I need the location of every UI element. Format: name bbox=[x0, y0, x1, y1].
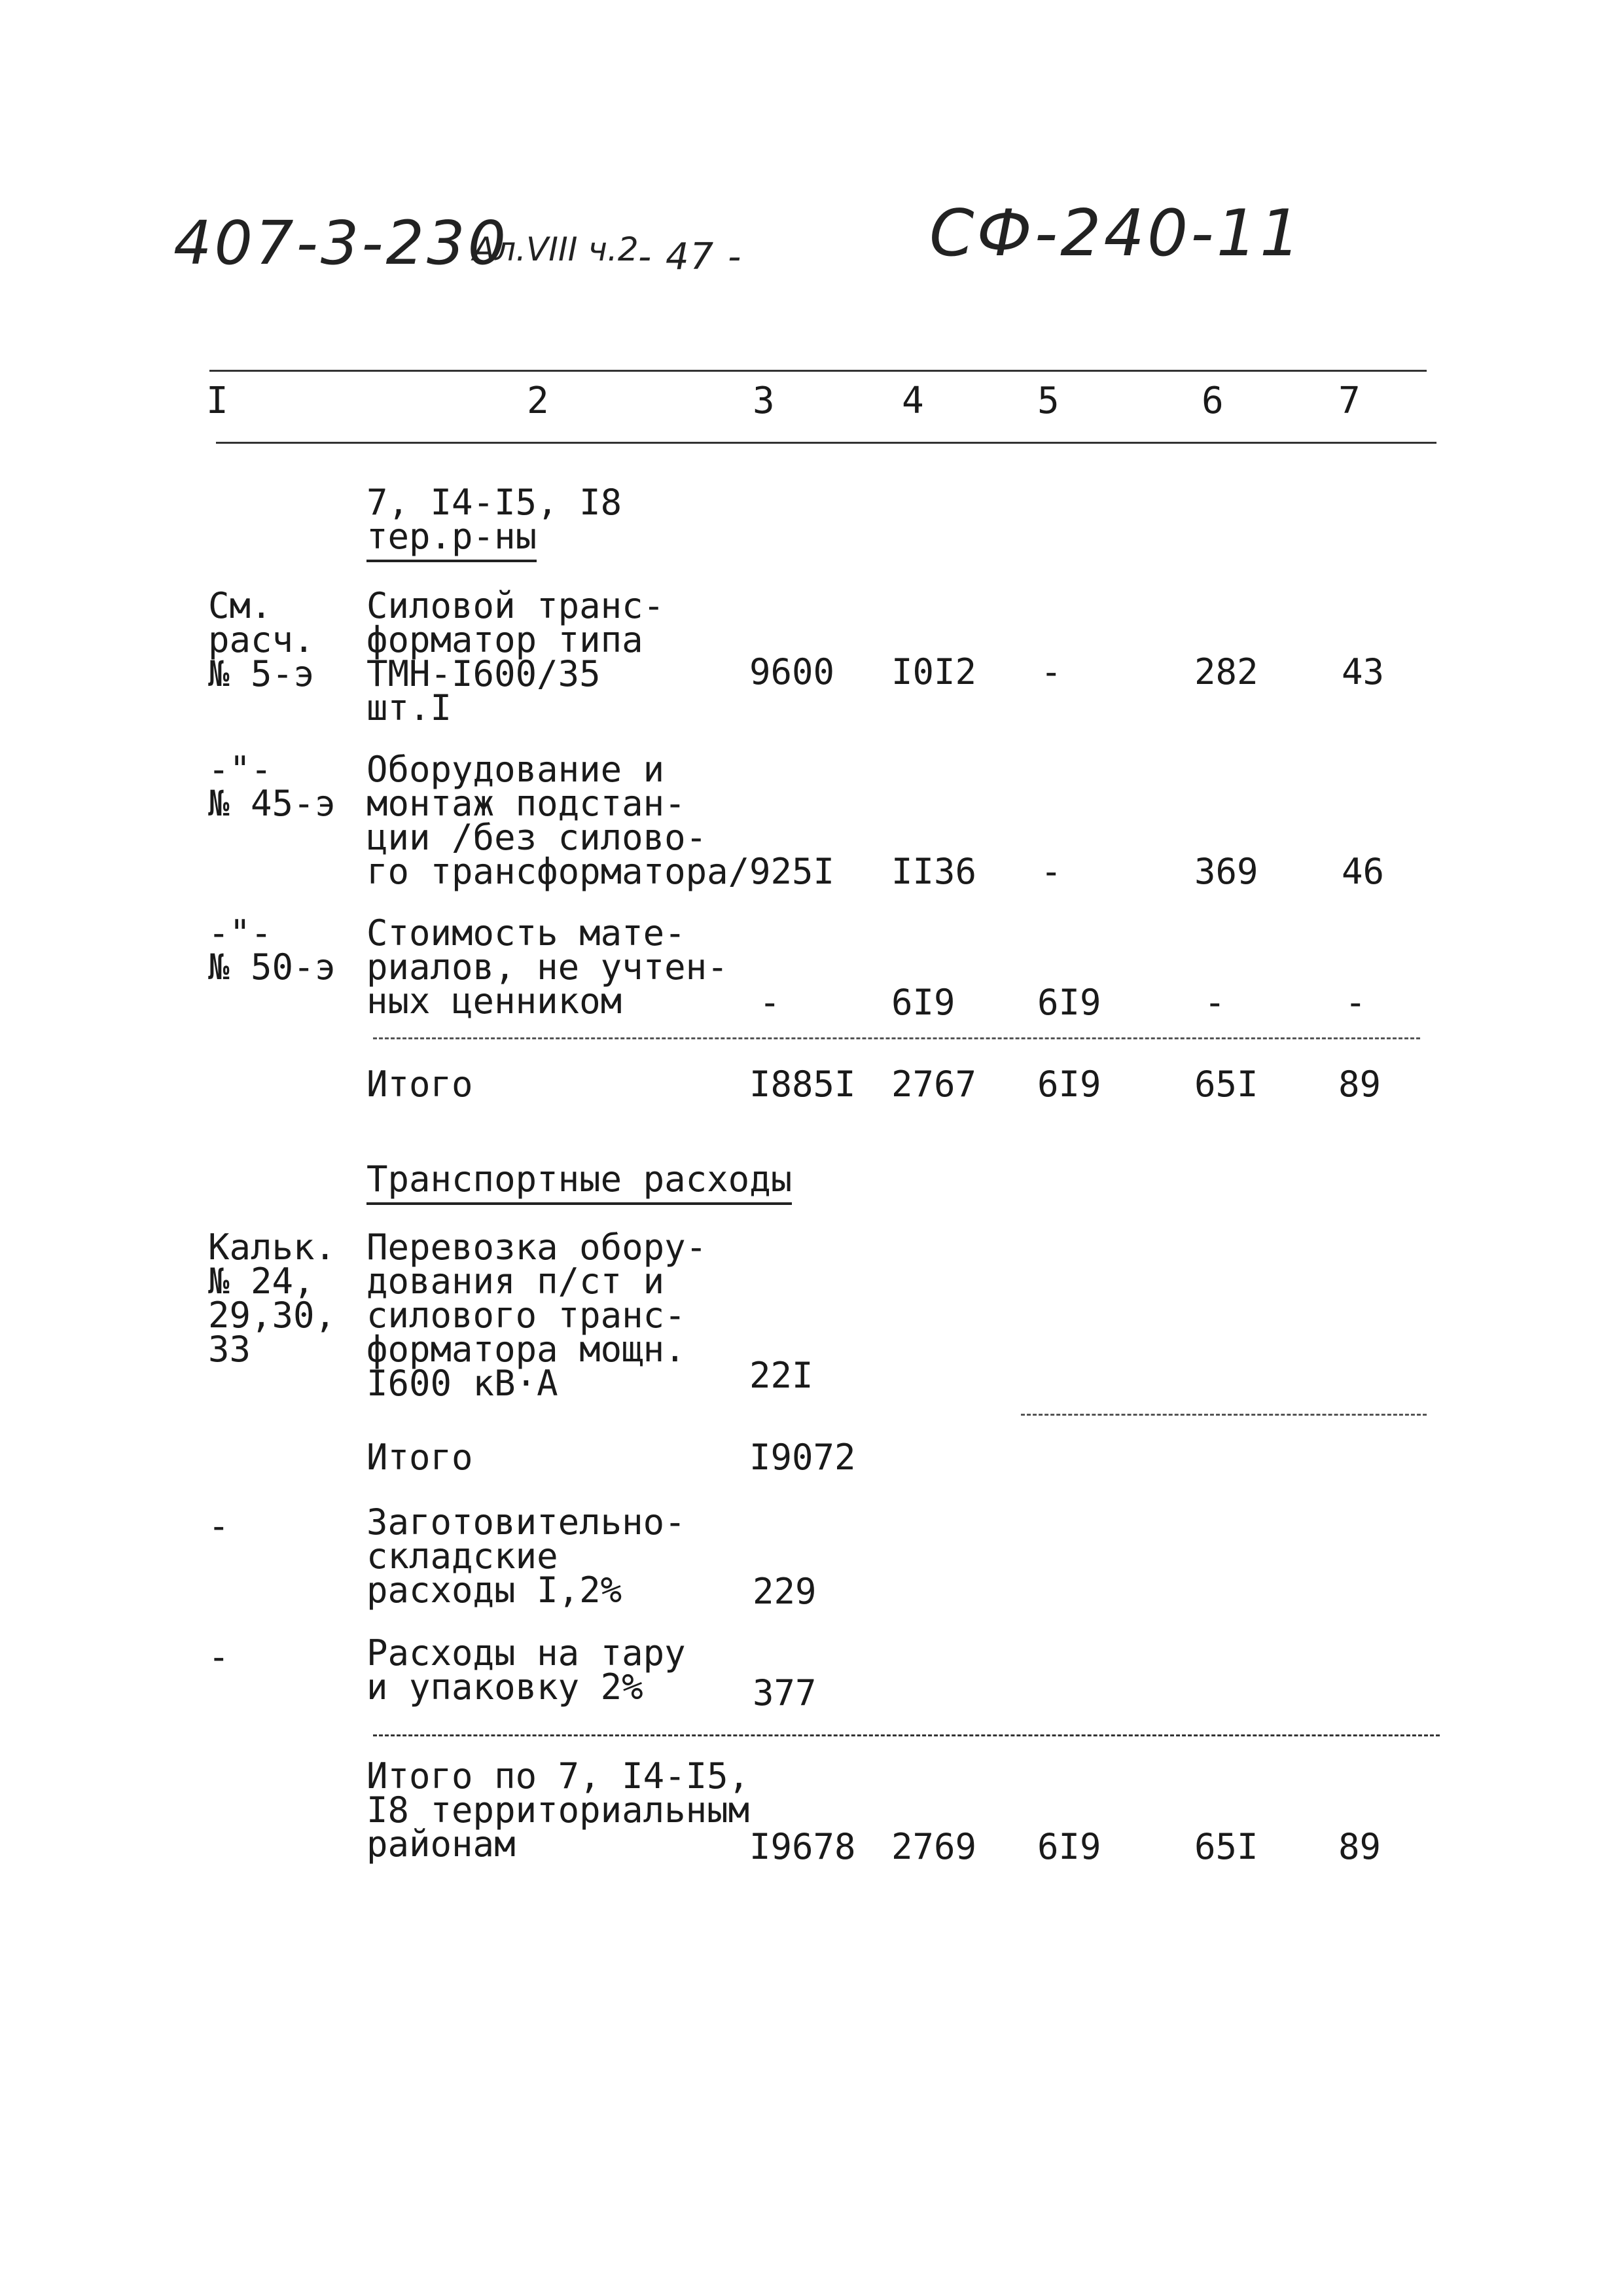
table-row-name: Стоимость мате- риалов, не учтен- ных ценником bbox=[366, 912, 728, 1022]
table-cell: 229 bbox=[753, 1571, 817, 1612]
album-ref: Ал.VIII ч.2 bbox=[473, 230, 639, 268]
table-row-ref: -"- № 50-э bbox=[208, 912, 336, 988]
table-cell: I9678 bbox=[749, 1826, 856, 1867]
subtotal-label: Итого bbox=[366, 1437, 473, 1478]
table-cell: 2767 bbox=[891, 1064, 977, 1105]
col-header-6: 6 bbox=[1202, 380, 1224, 422]
doc-number: 407-3-230 bbox=[173, 208, 509, 278]
col-header-2: 2 bbox=[527, 380, 549, 422]
section-heading-line-1: 7, I4-I5, I8 bbox=[366, 482, 622, 523]
table-cell: 65I bbox=[1194, 1826, 1258, 1867]
table-row-ref: - bbox=[208, 1636, 230, 1677]
table-cell: 9600 bbox=[749, 651, 835, 692]
table-cell: I9072 bbox=[749, 1437, 856, 1478]
table-cell: 2769 bbox=[891, 1826, 977, 1867]
col-header-7: 7 bbox=[1338, 380, 1361, 422]
table-cell: 65I bbox=[1194, 1064, 1258, 1105]
total-rule bbox=[373, 1734, 1440, 1736]
table-cell: I885I bbox=[749, 1064, 856, 1105]
table-cell: - bbox=[1041, 651, 1062, 692]
table-cell: 89 bbox=[1338, 1826, 1382, 1867]
table-row-ref: - bbox=[208, 1505, 230, 1547]
subtotal-label: Итого bbox=[366, 1064, 473, 1105]
table-cell: 6I9 bbox=[1037, 982, 1101, 1023]
table-cell: - bbox=[1041, 851, 1062, 892]
table-cell: - bbox=[759, 982, 781, 1023]
table-row-name: Оборудование и монтаж подстан- ции /без силово- го трансформатора/ bbox=[366, 749, 750, 892]
table-cell: 6I9 bbox=[891, 982, 955, 1023]
table-cell: II36 bbox=[891, 851, 977, 892]
table-row-ref: -"- № 45-э bbox=[208, 749, 336, 824]
col-header-3: 3 bbox=[753, 380, 775, 422]
table-row-name: Силовой транс- форматор типа ТМН-I600/35 шт.I bbox=[366, 585, 665, 728]
table-top-rule bbox=[209, 370, 1427, 372]
table-cell: 22I bbox=[749, 1355, 813, 1396]
table-cell: 6I9 bbox=[1037, 1064, 1101, 1105]
col-header-5: 5 bbox=[1037, 380, 1060, 422]
table-cell: - bbox=[1204, 982, 1226, 1023]
table-cell: 89 bbox=[1338, 1064, 1382, 1105]
section-heading-line-2: тер.р-ны bbox=[366, 520, 622, 554]
header-bottom-rule bbox=[216, 442, 1436, 444]
table-cell: I0I2 bbox=[891, 651, 977, 692]
table-cell: 43 bbox=[1342, 651, 1385, 692]
transport-heading: Транспортные расходы bbox=[366, 1158, 792, 1200]
sheet-code: СФ-240-11 bbox=[929, 196, 1304, 271]
total-label: Итого по 7, I4-I5, I8 территориальным районам bbox=[366, 1755, 750, 1865]
table-row-ref: Кальк. № 24, 29,30, 33 bbox=[208, 1227, 336, 1370]
table-cell: - bbox=[1345, 982, 1366, 1023]
table-cell: 282 bbox=[1194, 651, 1258, 692]
col-header-1: I bbox=[206, 380, 228, 422]
page-number: - 47 - bbox=[638, 236, 743, 278]
subtotal-rule bbox=[373, 1037, 1420, 1039]
table-cell: 6I9 bbox=[1037, 1826, 1101, 1867]
col-header-4: 4 bbox=[902, 380, 924, 422]
table-cell: 377 bbox=[753, 1672, 817, 1713]
subtotal-rule bbox=[1021, 1414, 1427, 1416]
table-cell: 369 bbox=[1194, 851, 1258, 892]
table-row-ref: См. расч. № 5-э bbox=[208, 585, 315, 694]
section-heading bbox=[366, 482, 622, 557]
table-row-name: Расходы на тару и упаковку 2% bbox=[366, 1632, 686, 1708]
table-row-name: Перевозка обору- дования п/ст и силового транс- форматора мощн. I600 кВ·А bbox=[366, 1227, 707, 1404]
table-cell: 46 bbox=[1342, 851, 1385, 892]
table-row-name: Заготовительно- складские расходы I,2% bbox=[366, 1501, 686, 1611]
table-cell: 925I bbox=[749, 851, 835, 892]
